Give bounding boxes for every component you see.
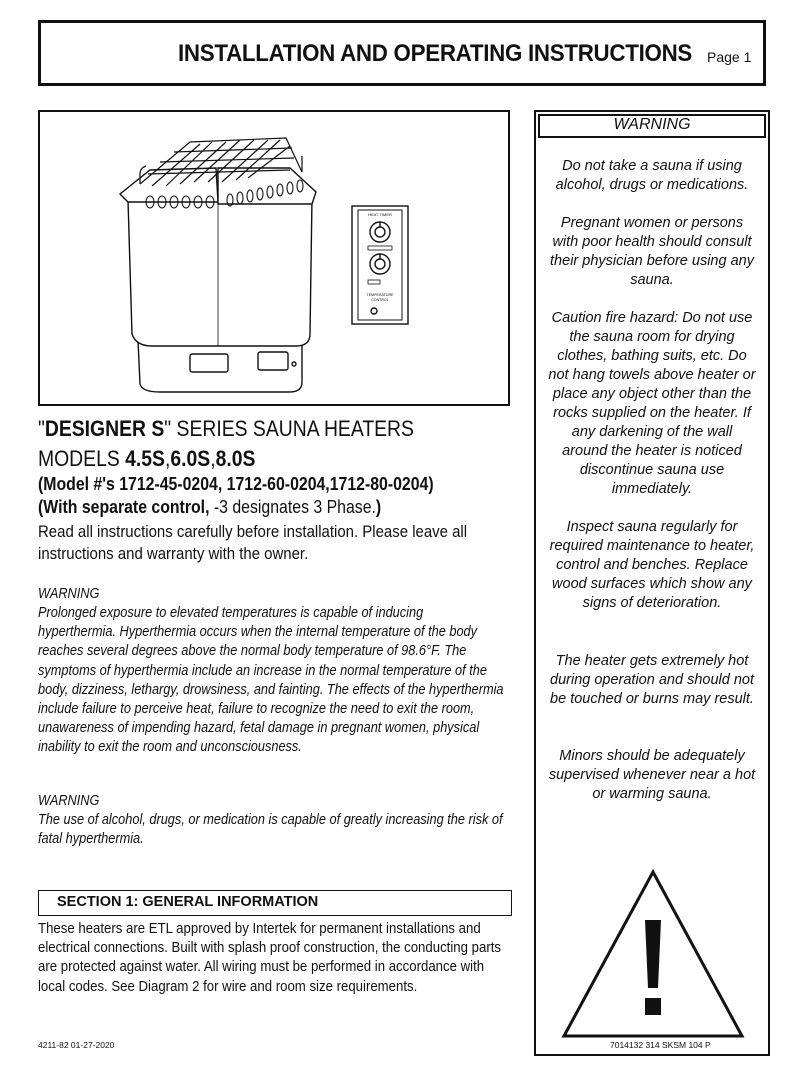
warning-label: WARNING [38, 793, 100, 809]
model-numbers: (Model #'s 1712-45-0204, 1712-60-0204,1712-80-0204) [38, 474, 434, 494]
hyperthermia-warning-text: Prolonged exposure to elevated temperatures is capable of inducing hyperthermia. Hyperthermia occurs when the internal temperature of the body reaches several degrees above the normal body temperature of 98.6°F. The symptoms of hyperthermia include an increase in the normal temperature of the body, dizziness, lethargy, drowsiness, and fainting. The effects of the hyperthermia include failure to perceive heat, failure to recognize the need to exit the room, unawareness of impending hazard, fetal damage in pregnant women, physical inability to exit the room and unconsciousness. [38, 605, 504, 756]
warning-triangle-icon [560, 868, 746, 1040]
warning-label: WARNING [38, 586, 100, 602]
alcohol-warning-text: The use of alcohol, drugs, or medication is capable of greatly increasing the risk of fatal hyperthermia. [38, 812, 503, 848]
product-image [38, 110, 510, 406]
svg-text:TEMPERATURE: TEMPERATURE [366, 293, 394, 297]
panel-paragraph: Inspect sauna regularly for required maintenance to heater, control and benches. Replace wood surfaces which show any signs of deterioration. [549, 519, 755, 611]
sauna-heater-icon [120, 138, 316, 392]
svg-text:CONTROL: CONTROL [371, 298, 389, 302]
panel-paragraph: Minors should be adequately supervised whenever near a hot or warming sauna. [548, 748, 756, 802]
footer-left-code: 4211-82 01-27-2020 [38, 1040, 115, 1050]
control-panel-icon [352, 206, 408, 324]
warning-panel-title: WARNING [613, 116, 691, 133]
page-number: Page 1 [707, 49, 752, 65]
panel-paragraph: The heater gets extremely hot during operation and should not be touched or burns may result. [550, 653, 754, 707]
panel-paragraph: Do not take a sauna if using alcohol, drugs or medications. [555, 158, 749, 193]
svg-text:HEAT TIMER: HEAT TIMER [368, 212, 392, 217]
section-title: SECTION 1: GENERAL INFORMATION [57, 894, 319, 910]
read-instructions-text: Read all instructions carefully before installation. Please leave all instructions and warranty with the owner. [38, 522, 468, 563]
section-body-text: These heaters are ETL approved by Intertek for permanent installations and electrical connections. Built with splash proof construction, the conducting parts are protected against water. All wiring must be performed in accordance with local codes. See Diagram 2 for wire and room size requirements. [38, 920, 501, 995]
panel-paragraph: Pregnant women or persons with poor health should consult their physician before using any sauna. [550, 215, 754, 288]
footer-right-code: 7014132 314 SKSM 104 P [610, 1040, 711, 1050]
document-title: INSTALLATION AND OPERATING INSTRUCTIONS [178, 40, 693, 67]
series-title: "DESIGNER S" SERIES SAUNA HEATERS [38, 416, 414, 441]
panel-paragraph: Caution fire hazard: Do not use the sauna room for drying clothes, bathing suits, etc. Do not hang towels above heater or place any object other than the rocks supplied on the heater. If any darkening of the wall around the heater is noticed discontinue sauna use immediately. [548, 310, 756, 497]
separate-control-note: (With separate control, -3 designates 3 Phase.) [38, 497, 382, 517]
models-line: MODELS 4.5S,6.0S,8.0S [38, 446, 256, 471]
